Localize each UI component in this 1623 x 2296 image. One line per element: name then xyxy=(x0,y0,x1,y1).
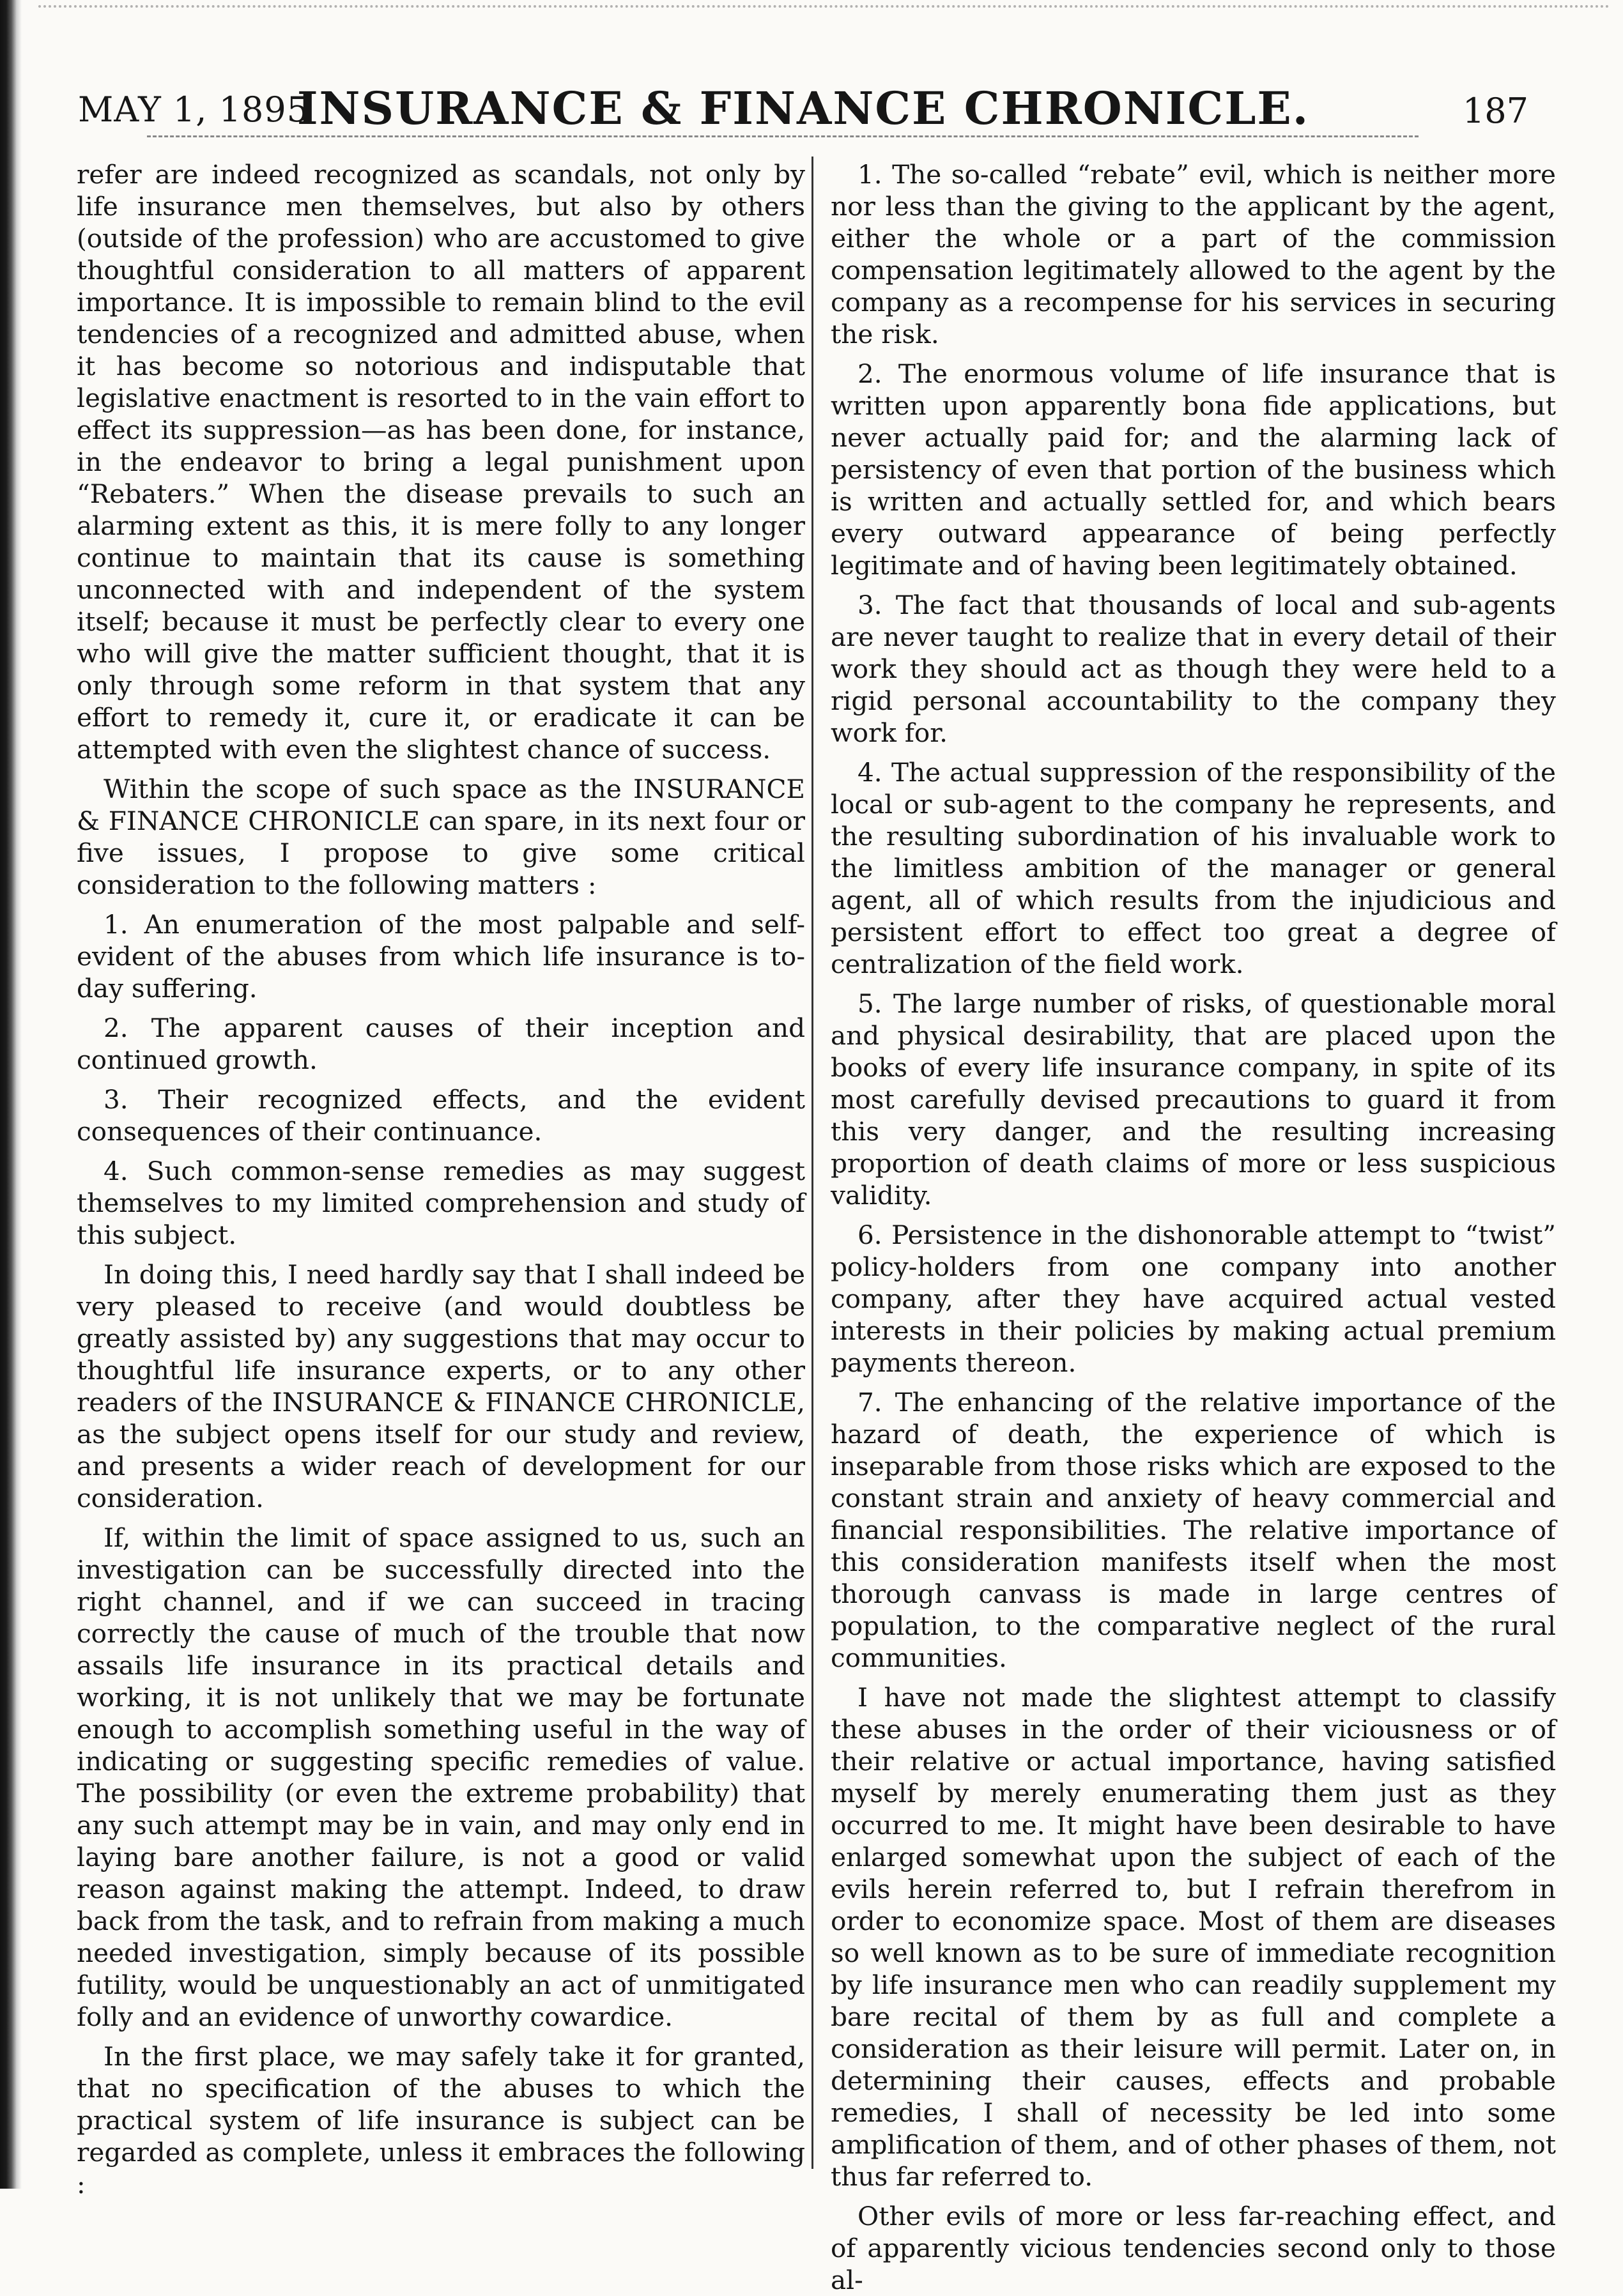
right-column xyxy=(831,158,1556,2295)
list-item: 2. The apparent causes of their inception and continued growth. xyxy=(77,1013,805,1075)
left-column xyxy=(77,158,805,2200)
header-rule xyxy=(147,135,1419,137)
paragraph: refer are indeed recognized as scandals, not only by life insurance men themselves, but also by others (outside of the profession) who are accustomed to give thoughtful consideration to all matters of apparent importance. It is impossible to remain blind to the evil tendencies of a recognized and admitted abuse, when it has become so notorious and indisputable that legislative enactment is resorted to in the vain effort to effect its suppression—as has been done, for instance, in the endeavor to bring a legal punishment upon “Rebaters.” When the disease prevails to such an alarming extent as this, it is mere folly to any longer continue to maintain that its cause is something unconnected with and independent of the system itself; because it must be perfectly clear to every one who will give the matter sufficient thought, that it is only through some reform in that system that any effort to remedy it, cure it, or eradicate it can be attempted with even the slightest chance of success. xyxy=(77,159,805,765)
journal-title: INSURANCE & FINANCE CHRONICLE. xyxy=(296,82,1310,135)
list-item: 2. The enormous volume of life insurance that is written upon apparently bona fide applications, but never actually paid for; and the alarming lack of persistency of even that portion of the business which is written and actually settled for, and which bears every outward appearance of being perfectly legitimate and of having been legitimately obtained. xyxy=(831,358,1556,581)
list-item: 1. The so-called “rebate” evil, which is neither more nor less than the giving to the applicant by the agent, either the whole or a part of the commission compensation legitimately allowed to the agent by the company as a recompense for his services in securing the risk. xyxy=(831,159,1556,349)
running-header xyxy=(78,82,1528,139)
list-item: 4. The actual suppression of the responsibility of the local or sub-agent to the company he represents, and the resulting subordination of his invaluable work to the limitless ambition of the manager or general agent, all of which results from the injudicious and persistent effort to effect too great a degree of centralization of the field work. xyxy=(831,757,1556,979)
list-item: 3. Their recognized effects, and the evident consequences of their continuance. xyxy=(77,1084,805,1147)
list-item: 6. Persistence in the dishonorable attempt to “twist” policy-holders from one company into another company, after they have acquired actual vested interests in their policies by making actual premium payments thereon. xyxy=(831,1220,1556,1378)
list-item: 5. The large number of risks, of questionable moral and physical desirability, that are placed upon the books of every life insurance company, in spite of its most carefully devised precautions to guard it from this very danger, and the resulting increasing proportion of death claims of more or less suspicious validity. xyxy=(831,988,1556,1211)
paragraph: I have not made the slightest attempt to classify these abuses in the order of their viciousness or of their relative or actual importance, having satisfied myself by merely enumerating them just as they occurred to me. It might have been desirable to have enlarged somewhat upon the subject of each of the evils herein referred to, but I refrain therefrom in order to economize space. Most of them are diseases so well known as to be sure of immediate recognition by life insurance men who can readily supplement my bare recital of them by as full and complete a consideration as their leisure will permit. Later on, in determining their causes, effects and probable remedies, I shall of necessity be led into some amplification of them, and of other phases of them, not thus far referred to. xyxy=(831,1682,1556,2192)
scan-binding-edge xyxy=(0,0,22,2189)
page-number: 187 xyxy=(1462,91,1528,131)
issue-date: MAY 1, 1895 xyxy=(78,89,310,130)
list-item: 3. The fact that thousands of local and sub-agents are never taught to realize that in every detail of their work they should act as though they were held to a rigid personal accountability to the company they work for. xyxy=(831,590,1556,748)
paragraph: Other evils of more or less far-reaching effect, and of apparently vicious tendencies second only to those al- xyxy=(831,2201,1556,2295)
paragraph: In doing this, I need hardly say that I shall indeed be very pleased to receive (and would doubtless be greatly assisted by) any suggestions that may occur to thoughtful life insurance experts, or to any other readers of the INSURANCE & FINANCE CHRONICLE, as the subject opens itself for our study and review, and presents a wider reach of development for our consideration. xyxy=(77,1259,805,1513)
scan-top-noise xyxy=(38,5,1610,15)
list-item: 1. An enumeration of the most palpable and self-evident of the abuses from which life insurance is to-day suffering. xyxy=(77,909,805,1004)
list-item: 4. Such common-sense remedies as may suggest themselves to my limited comprehension and study of this subject. xyxy=(77,1156,805,1250)
column-divider xyxy=(811,157,813,2169)
paragraph: In the first place, we may safely take it for granted, that no specification of the abuses to which the practical system of life insurance is subject can be regarded as complete, unless it embraces the following : xyxy=(77,2041,805,2200)
paragraph: Within the scope of such space as the INSURANCE & FINANCE CHRONICLE can spare, in its next four or five issues, I propose to give some critical consideration to the following matters : xyxy=(77,774,805,900)
paragraph: If, within the limit of space assigned to us, such an investigation can be successfully directed into the right channel, and if we can succeed in tracing correctly the cause of much of the trouble that now assails life insurance in its practical details and working, it is not unlikely that we may be fortunate enough to accomplish something useful in the way of indicating or suggesting specific remedies of value. The possibility (or even the extreme probability) that any such attempt may be in vain, and may only end in laying bare another failure, is not a good or valid reason against making the attempt. Indeed, to draw back from the task, and to refrain from making a much needed investigation, simply because of its possible futility, would be unquestionably an act of unmitigated folly and an evidence of unworthy cowardice. xyxy=(77,1522,805,2032)
list-item: 7. The enhancing of the relative importance of the hazard of death, the experience of which is inseparable from those risks which are exposed to the constant strain and anxiety of heavy commercial and financial responsibilities. The relative importance of this consideration manifests itself when the most thorough canvass is made in large centres of population, to the comparative neglect of the rural communities. xyxy=(831,1387,1556,1673)
